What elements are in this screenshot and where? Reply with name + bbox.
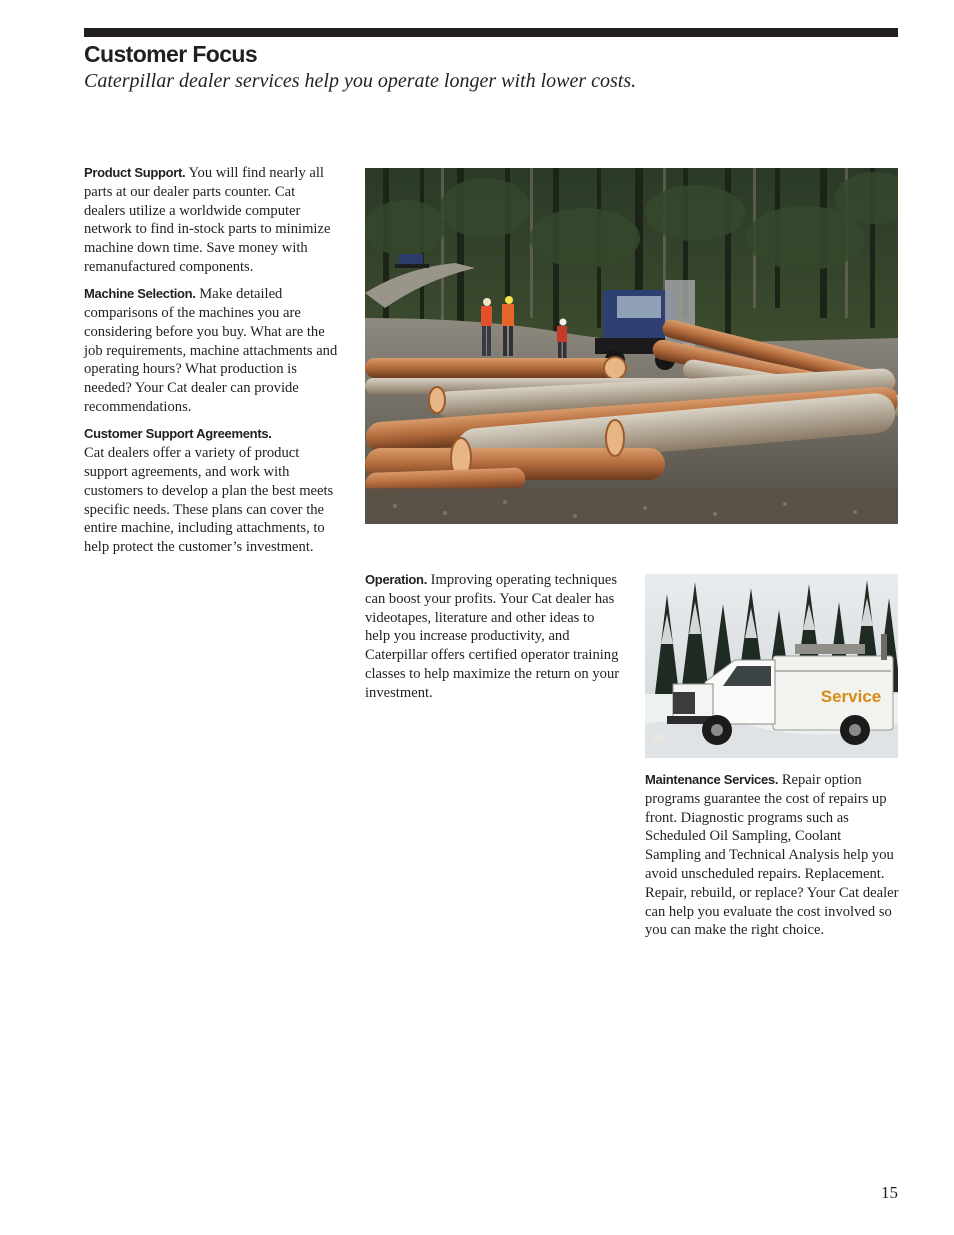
service-truck-photo [645,574,898,758]
machine-selection-body: Make detailed comparisons of the machines you are considering before you buy. What are the job requirements, machine attachments and operating hours? What production is needed? Your Cat dealer can provide recommendations. [84,286,338,416]
logging-site-photo [365,168,898,524]
right-column [645,771,900,949]
operation-body: Improving operating techniques can boost your profits. Your Cat dealer has videotapes, literature and other ideas to help you increase productivity, and Caterpillar offers certified operator training classes to help maximize the return on your investment. [365,572,620,701]
customer-support-paragraph [84,425,340,557]
service-sign-text: Service [820,687,882,706]
machine-selection-paragraph [84,285,340,417]
maintenance-services-paragraph [645,771,900,940]
product-support-paragraph [84,164,340,277]
operation-heading: Operation. [365,572,428,587]
machine-selection-heading: Machine Selection. [84,286,196,302]
top-rule [84,28,898,37]
logging-site-illustration [365,168,898,524]
customer-support-body: Cat dealers offer a variety of product support agreements, and work with customers to develop a plan the best meets specific needs. These plans can cover the entire machine, including attachments, to help protect the customer’s investment. [84,445,334,556]
customer-support-heading: Customer Support Agreements. [84,426,272,442]
maintenance-services-body: Repair option programs guarantee the cost of repairs up front. Diagnostic programs such as Scheduled Oil Sampling, Coolant Sampling and Technical Analysis help you avoid unscheduled repairs. Replacement. Repair, rebuild, or replace? Your Cat dealer can help you evaluate the cost involved so you can make the right choice. [645,772,899,939]
left-column [84,164,340,565]
page-title: Customer Focus [84,41,258,67]
page-number: 15 [881,1183,898,1202]
maintenance-services-heading: Maintenance Services. [645,772,779,787]
middle-column [365,571,623,711]
product-support-heading: Product Support. [84,165,186,180]
service-truck-illustration [645,574,898,758]
product-support-body: You will find nearly all parts at our dealer parts counter. Cat dealers utilize a worldwide computer network to find in-stock parts to minimize machine down time. Save money with remanufactured components. [84,165,331,275]
operation-paragraph [365,571,623,703]
page-subtitle: Caterpillar dealer services help you operate longer with lower costs. [84,70,637,92]
